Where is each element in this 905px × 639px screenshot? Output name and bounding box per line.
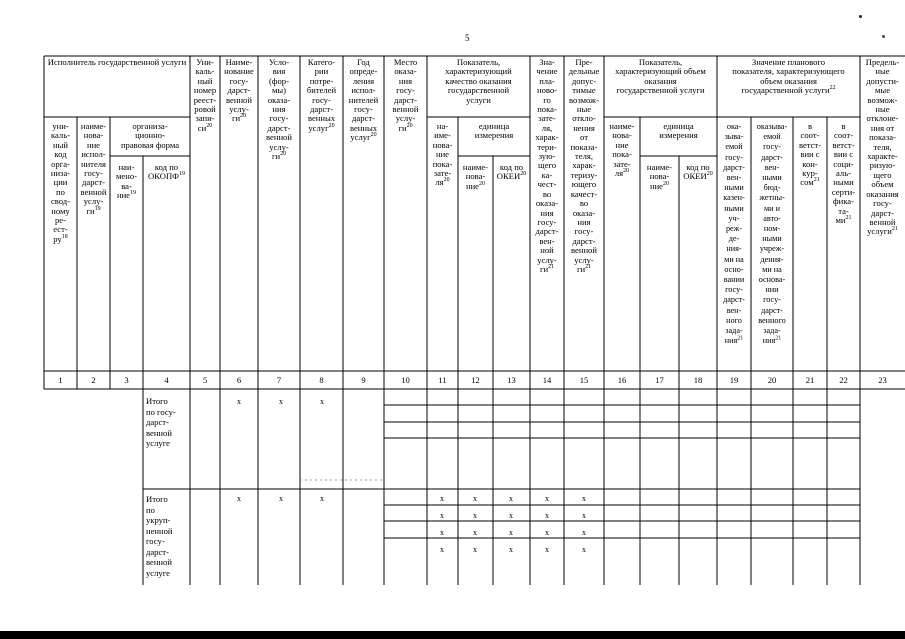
total-enlarged-label: Итого по укруп- ненной госу- дарст- венной услуге [146, 494, 173, 578]
header-volume-okei: код по ОКЕИ$^{20}$ [683, 162, 713, 182]
x-mark: х [545, 528, 549, 537]
column-number: 4 [164, 375, 169, 385]
x-mark: х [509, 494, 513, 503]
header-plan-certificate: в соот- ветст- вии с соци- аль- ными серти- фика- та- $ми^{21}$ [831, 121, 856, 226]
total-service-label: Итого по госу- дарст- венной услуге [146, 396, 176, 448]
x-mark: х [320, 494, 324, 503]
x-mark: х [545, 511, 549, 520]
x-mark: х [509, 511, 513, 520]
header-okopf: код по ОКОПФ$^{19}$ [148, 162, 185, 182]
column-number: 11 [438, 375, 447, 385]
column-number: 21 [805, 375, 815, 385]
header-legal-form-name: наи- мено- ва- ние$^{19}$ [115, 162, 137, 201]
x-mark: х [473, 494, 477, 503]
header-plan-gov: ока- зыва- емой госу- дарст- вен- ными казен- ными уч- реж- де- ния- ми на осно- вании госу- дарст- вен- ного зада- ния$^{21}$ [723, 122, 745, 346]
header-conditions: Усло- вия (фор- мы) оказа- ния госу- дарст- венной услу- $ги^{20}$ [266, 57, 292, 162]
x-mark: х [509, 528, 513, 537]
header-plan-competition: в соот- ветст- вии с кон- кур- сом$^{21}$ [798, 121, 822, 188]
x-mark: х [440, 511, 444, 520]
header-place: Место оказа- ния госу- дарст- венной услу- $ги^{20}$ [392, 57, 419, 133]
x-mark: х [545, 545, 549, 554]
header-plan-budget: оказыва- емой госу- дарст- вен- ными бюд- жетны- ми и авто- ном- ными учреж- дения- ми на основа- нии госу- дарст- венного зада- ния$^{21}$ [756, 122, 788, 346]
column-number: 1 [58, 375, 63, 385]
column-number: 16 [617, 375, 627, 385]
header-volume-unit-name: наиме- нова- ние$^{20}$ [646, 162, 673, 191]
x-mark: х [473, 511, 477, 520]
column-number: 7 [276, 375, 282, 385]
header-unique-number: Уни- каль- ный номер реест- ровой запи- $си^{20}$ [193, 57, 217, 133]
header-executor: Исполнитель государственной услуги [47, 57, 187, 67]
x-mark: х [509, 545, 513, 554]
column-number: 5 [202, 375, 208, 385]
x-mark: х [545, 494, 549, 503]
header-plan-value: Значение планового показателя, характеризующего объем оказания государственной услуги$^{22}$ [732, 57, 845, 96]
column-number: 14 [542, 375, 552, 385]
x-mark: х [440, 545, 444, 554]
header-quality: Показатель, характеризующий качество оказания государственной услуги [445, 57, 512, 105]
column-number: 18 [693, 375, 703, 385]
header-service-name: Наиме- нование госу- дарст- венной услу- $ги^{20}$ [224, 57, 254, 124]
column-number: 22 [839, 375, 848, 385]
header-legal-form: организа- ционно- правовая форма [120, 121, 180, 150]
x-mark: х [440, 528, 444, 537]
header-executor-name: наиме- нова- ние испол- нителя госу- дарст- венной услу- $ги^{19}$ [80, 121, 107, 216]
header-quality-unit-name: наиме- нова- ние$^{20}$ [462, 162, 489, 191]
header-quality-indicator-name: на- име- нова- ние пока- зате- $ля^{20}$ [432, 121, 453, 188]
header-quality-unit: единица измерения [474, 121, 514, 141]
column-number: 17 [655, 375, 664, 385]
x-mark: х [473, 545, 477, 554]
x-mark: х [440, 494, 444, 503]
header-volume-unit: единица измерения [659, 121, 698, 141]
x-mark: х [320, 397, 324, 406]
x-mark: х [582, 511, 586, 520]
header-quality-deviation: Пре- дельные допус- тимые возмож- ные откло- нения от показа- теля, харак- теризу- ющего качест- во оказа- ния госу- дарст- венной услу- $ги^{21}$ [568, 57, 600, 274]
x-mark: х [582, 494, 586, 503]
scan-border-bottom [0, 631, 905, 639]
x-mark: х [237, 397, 241, 406]
header-quality-okei: код по ОКЕИ$^{20}$ [496, 162, 527, 182]
x-mark: х [582, 528, 586, 537]
x-mark: х [473, 528, 477, 537]
header-categories: Катего- рии потре- бителей госу- дарст- венных услуг$^{20}$ [306, 57, 337, 133]
x-mark: х [279, 397, 283, 406]
column-number: 19 [729, 375, 739, 385]
column-number: 20 [767, 375, 777, 385]
header-year: Год опреде- ления испол- нителей госу- дарст- венных услуг$^{20}$ [348, 57, 379, 143]
column-number: 23 [878, 375, 887, 385]
column-number: 6 [236, 375, 242, 385]
page-number: 5 [465, 33, 470, 43]
header-volume-indicator-name: наиме- нова- ние пока- зате- $ля^{20}$ [609, 121, 635, 179]
header-quality-value: Зна- чение пла- ново- го пока- зате- ля, харак- тери- зую- щего ка- чест- во оказа- ния госу- дарст- вен- ной услу- $ги^{21}$ [535, 57, 559, 274]
column-number: 9 [361, 375, 366, 385]
x-mark: х [279, 494, 283, 503]
header-volume-deviation: Предель- ные допусти- мые возмож- ные отклоне- ния от показа- теля, характе- ризую- щего объем оказания госу- дарст- венной услуги$^{21}$ [865, 57, 900, 237]
header-volume: Показатель, характеризующий объем оказания государственной услуги [615, 57, 706, 96]
column-number: 12 [471, 375, 480, 385]
x-mark: х [582, 545, 586, 554]
column-number: 13 [507, 375, 516, 385]
x-mark: х [237, 494, 241, 503]
column-number: 2 [91, 375, 96, 385]
column-number: 8 [319, 375, 324, 385]
column-number: 10 [401, 375, 410, 385]
column-number: 3 [124, 375, 129, 385]
header-unique-code: уни- каль- ный код орга- низа- ции по свод- ному ре- ест- $ру^{18}$ [50, 121, 71, 244]
column-number: 15 [579, 375, 589, 385]
